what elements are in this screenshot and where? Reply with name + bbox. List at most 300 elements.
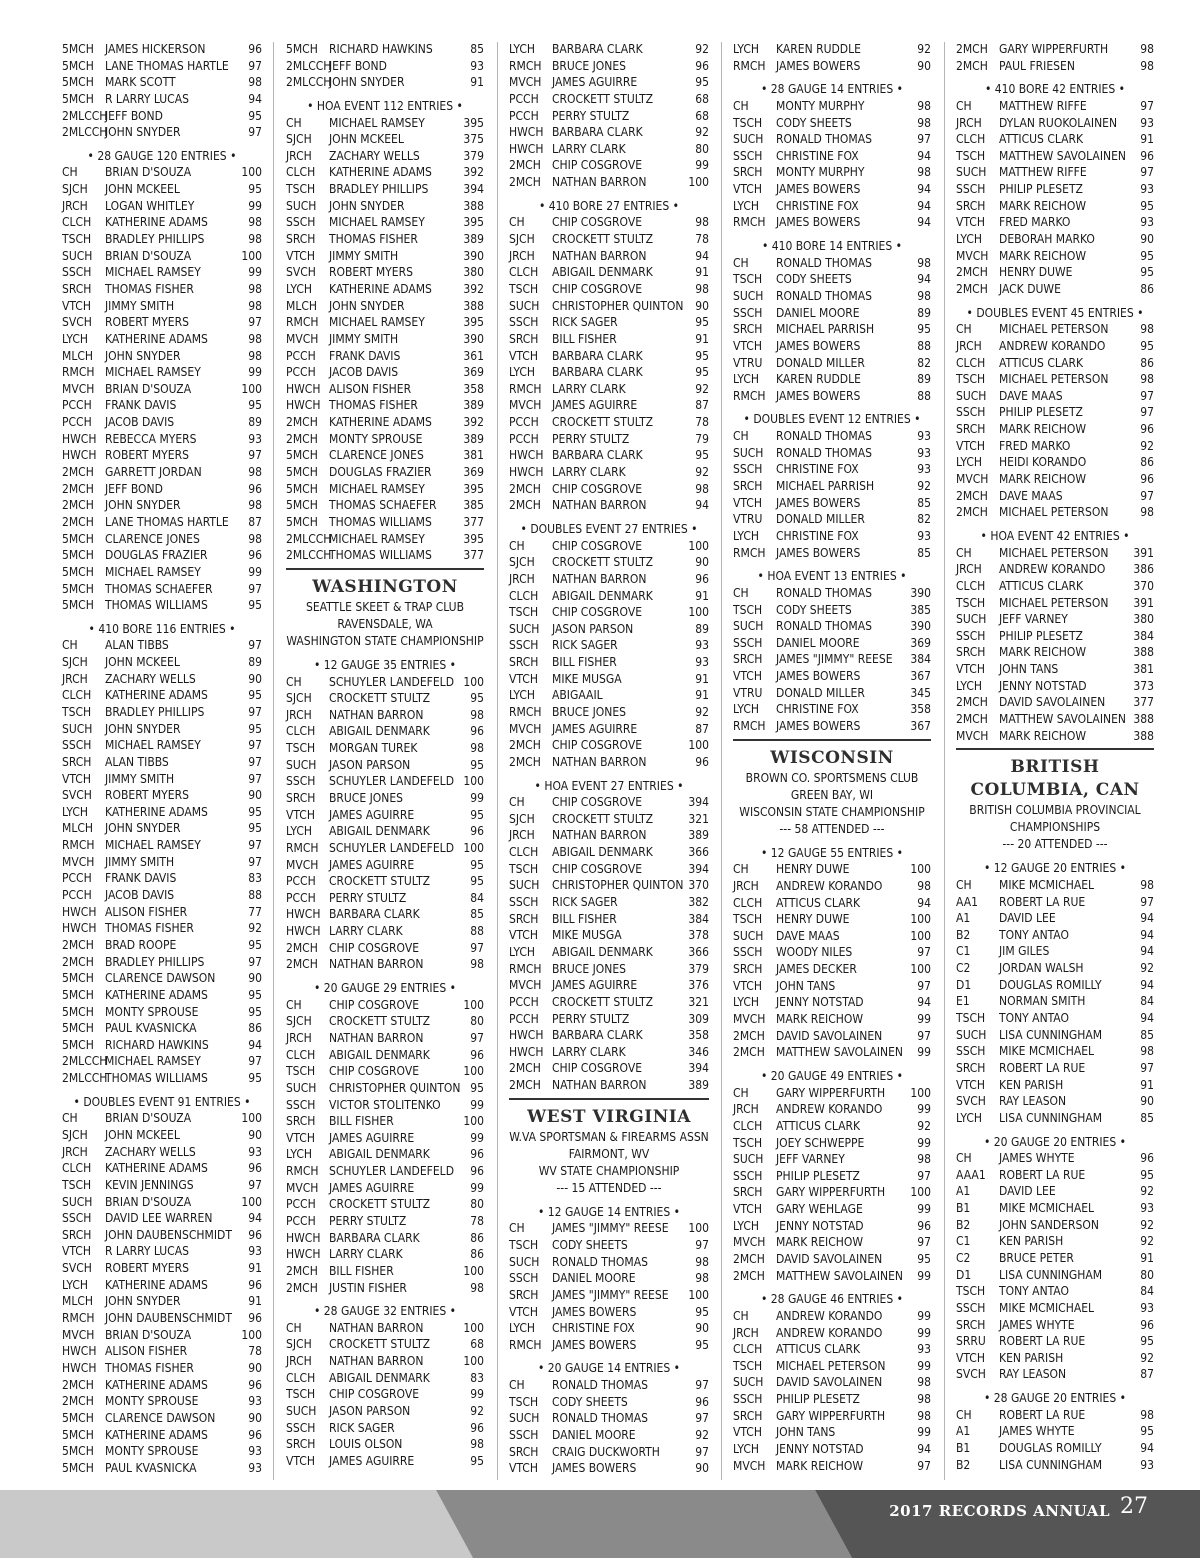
result-row (509, 604, 709, 621)
shooter-name: MICHAEL PETERSON (999, 505, 1109, 520)
shooter-name: BILL FISHER (329, 1114, 394, 1129)
result-row (286, 956, 484, 973)
score: 97 (248, 754, 262, 769)
class-code: 2MLCCH (62, 108, 108, 123)
result-row (956, 1350, 1154, 1367)
result-row (286, 740, 484, 757)
class-code: SJCH (62, 182, 88, 197)
shoot-info: CHAMPIONSHIPS (1009, 820, 1101, 835)
shooter-name: JAMES BOWERS (776, 338, 861, 353)
score: 388 (1133, 711, 1154, 726)
shooter-name: CHRISTOPHER QUINTON (552, 298, 684, 313)
result-row (509, 1304, 709, 1321)
shooter-name: MATTHEW SAVOLAINEN (999, 148, 1126, 163)
class-code: 2MCH (509, 481, 541, 496)
shooter-name: MATTHEW RIFFE (999, 98, 1087, 113)
score: 91 (695, 331, 709, 346)
shooter-name: BARBARA CLARK (329, 1230, 420, 1245)
shooter-name: DANIEL MOORE (552, 1428, 636, 1443)
shooter-name: CROCKETT STULTZ (552, 994, 654, 1009)
score: 87 (248, 514, 262, 529)
shooter-name: JAMES HICKERSON (105, 42, 206, 56)
score: 394 (688, 1061, 709, 1076)
score: 95 (695, 365, 709, 380)
shooter-name: BARBARA CLARK (552, 348, 643, 363)
result-row (733, 148, 931, 165)
class-code: PCCH (509, 994, 539, 1009)
shooter-name: RONALD THOMAS (776, 288, 872, 303)
shooter-name: DAVID SAVOLAINEN (999, 695, 1106, 710)
class-code: HWCH (62, 921, 97, 936)
shooter-name: JEFF VARNEY (776, 1152, 845, 1167)
shooter-name: RONALD THOMAS (552, 1411, 648, 1426)
shooter-name: JAMES BOWERS (776, 182, 861, 197)
shooter-name: ABIGAIL DENMARK (552, 265, 653, 280)
shooter-name: KATHERINE ADAMS (105, 215, 208, 230)
result-row (286, 148, 484, 165)
score: 97 (695, 1378, 709, 1393)
score: 395 (463, 531, 484, 546)
result-row (956, 355, 1154, 372)
result-row (509, 397, 709, 414)
shooter-name: KAREN RUDDLE (776, 42, 861, 56)
result-row (956, 1167, 1154, 1184)
result-row (286, 414, 484, 431)
score: 97 (248, 1177, 262, 1192)
score: 389 (463, 431, 484, 446)
shooter-name: KEVIN JENNINGS (105, 1177, 194, 1192)
score: 388 (1133, 645, 1154, 660)
result-row (956, 421, 1154, 438)
score: 91 (695, 265, 709, 280)
score: 96 (248, 1377, 262, 1392)
shooter-name: KATHERINE ADAMS (105, 1377, 208, 1392)
class-code: SUCH (62, 721, 93, 736)
shooter-name: SCHUYLER LANDEFELD (329, 1164, 455, 1179)
result-row (733, 58, 931, 75)
result-row (733, 528, 931, 545)
result-row (509, 1237, 709, 1254)
class-code: SJCH (286, 1337, 312, 1352)
score: 97 (917, 1235, 931, 1250)
class-code: CH (733, 585, 749, 600)
result-row (509, 1254, 709, 1271)
class-code: 2MCH (509, 1078, 541, 1093)
score: 98 (1140, 42, 1154, 56)
shooter-name: KAREN RUDDLE (776, 372, 861, 387)
shooter-name: JACK DUWE (999, 281, 1061, 296)
score: 88 (248, 888, 262, 903)
result-row (733, 1218, 931, 1235)
result-row (62, 331, 262, 348)
shooter-name: JOHN SNYDER (105, 348, 181, 363)
class-code: TSCH (956, 1011, 986, 1026)
result-row (286, 1047, 484, 1064)
class-code: 2MCH (509, 1061, 541, 1076)
result-row (509, 654, 709, 671)
result-row (62, 231, 262, 248)
result-row (62, 414, 262, 431)
shooter-name: KATHERINE ADAMS (329, 281, 432, 296)
shooter-name: KATHERINE ADAMS (105, 987, 208, 1002)
shooter-name: RONALD THOMAS (776, 429, 872, 444)
score: 92 (1140, 438, 1154, 453)
result-row (733, 1325, 931, 1342)
score: 94 (1140, 1011, 1154, 1026)
score: 95 (1140, 265, 1154, 280)
shooter-name: JOHN SNYDER (105, 721, 181, 736)
shooter-name: KATHERINE ADAMS (329, 415, 432, 430)
score: 96 (248, 1227, 262, 1242)
result-row (62, 1243, 262, 1260)
result-row (286, 823, 484, 840)
shooter-name: KATHERINE ADAMS (105, 1427, 208, 1442)
score: 98 (917, 98, 931, 113)
class-code: VTCH (286, 248, 315, 263)
shooter-name: PERRY STULTZ (329, 1214, 407, 1228)
shooter-name: JOHN DAUBENSCHMIDT (105, 1227, 232, 1242)
shooter-name: PHILIP PLESETZ (999, 405, 1083, 420)
result-row (62, 124, 262, 141)
class-code: SJCH (509, 232, 535, 247)
score: 95 (248, 987, 262, 1002)
result-row (956, 1300, 1154, 1317)
score: 93 (917, 528, 931, 543)
class-code: SUCH (733, 619, 764, 634)
result-row (509, 141, 709, 158)
shooter-name: JOHN MCKEEL (105, 655, 180, 670)
class-code: TSCH (286, 182, 316, 197)
class-code: VTCH (62, 1244, 91, 1259)
class-code: CLCH (733, 895, 763, 910)
shooter-name: NATHAN BARRON (552, 498, 647, 513)
result-row (509, 571, 709, 588)
result-row (509, 214, 709, 231)
shooter-name: THOMAS WILLIAMS (329, 514, 432, 529)
score: 100 (688, 538, 709, 553)
result-row (62, 581, 262, 598)
shooter-name: SCHUYLER LANDEFELD (329, 674, 455, 689)
result-row (62, 1037, 262, 1054)
score: 391 (1133, 545, 1154, 560)
class-code: CH (733, 255, 749, 270)
class-code: CH (956, 1151, 972, 1166)
score: 91 (1140, 132, 1154, 147)
class-code: LYCH (62, 331, 89, 346)
result-row (286, 231, 484, 248)
shooter-name: ABIGAIL DENMARK (329, 1147, 430, 1162)
result-row (62, 837, 262, 854)
score: 94 (1140, 911, 1154, 926)
class-code: SUCH (956, 388, 987, 403)
event-header: • DOUBLES EVENT 27 ENTRIES • (520, 521, 698, 536)
class-code: SJCH (62, 1128, 88, 1142)
score: 377 (463, 514, 484, 529)
result-row (62, 1310, 262, 1327)
class-code: 5MCH (286, 514, 318, 529)
shooter-name: PERRY STULTZ (552, 1011, 630, 1026)
result-row (509, 704, 709, 721)
class-code: VTCH (509, 1304, 538, 1319)
class-code: VTCH (62, 771, 91, 786)
class-code: LYCH (286, 824, 313, 839)
class-code: MLCH (286, 298, 317, 313)
shooter-name: DAVE MAAS (999, 388, 1063, 403)
score: 96 (1140, 148, 1154, 163)
class-code: CH (956, 98, 972, 113)
class-code: SRCH (286, 1114, 316, 1129)
shooter-name: NATHAN BARRON (552, 828, 647, 843)
result-row (733, 701, 931, 718)
result-row (733, 878, 931, 895)
event-header: • 410 BORE 14 ENTRIES • (761, 239, 903, 254)
score: 91 (695, 688, 709, 703)
score: 93 (1140, 115, 1154, 130)
shooter-name: DOUGLAS ROMILLY (999, 1441, 1102, 1456)
result-row (286, 198, 484, 215)
shooter-name: CLARENCE DAWSON (105, 971, 216, 986)
class-code: 2MLCCH (62, 1054, 108, 1069)
shooter-name: FRANK DAVIS (105, 398, 177, 413)
shooter-name: WOODY NILES (776, 945, 853, 960)
class-code: HWCH (509, 1044, 544, 1059)
result-row (956, 943, 1154, 960)
shooter-name: MICHAEL PARRISH (776, 322, 875, 337)
result-row (509, 927, 709, 944)
result-row (286, 364, 484, 381)
result-row (62, 314, 262, 331)
shooter-name: ROBERT MYERS (105, 788, 189, 803)
shooter-name: R LARRY LUCAS (105, 1244, 189, 1259)
shooter-name: BILL FISHER (552, 911, 617, 926)
score: 95 (470, 1080, 484, 1095)
class-code: SVCH (956, 1094, 986, 1109)
shooter-name: CHIP COSGROVE (552, 158, 643, 173)
score: 96 (917, 1218, 931, 1233)
shooter-name: RONALD THOMAS (552, 1254, 648, 1269)
shooter-name: JAMES AGUIRRE (552, 721, 638, 736)
score: 85 (917, 495, 931, 510)
event-header: • HOA EVENT 27 ENTRIES • (534, 778, 684, 793)
result-row (286, 1196, 484, 1213)
result-row (62, 787, 262, 804)
class-code: TSCH (733, 1135, 763, 1150)
score: 94 (248, 1037, 262, 1052)
shooter-name: BRIAN D'SOUZA (105, 1111, 192, 1126)
score: 92 (1140, 1184, 1154, 1199)
class-code: PCCH (509, 91, 539, 106)
shooter-name: DAVE MAAS (776, 928, 840, 943)
shooter-name: BRIAN D'SOUZA (105, 248, 192, 263)
score: 91 (248, 1294, 262, 1309)
result-row (509, 1394, 709, 1411)
shooter-name: ANDREW KORANDO (776, 1325, 883, 1340)
class-code: 5MCH (62, 1427, 94, 1442)
class-code: LYCH (509, 944, 536, 959)
class-code: SJCH (286, 691, 312, 706)
class-code: SRCH (956, 645, 986, 660)
score: 79 (695, 431, 709, 446)
shooter-name: LARRY CLARK (552, 465, 626, 480)
shooter-name: HEIDI KORANDO (999, 455, 1087, 470)
shooter-name: JACOB DAVIS (105, 888, 175, 903)
result-row (733, 1085, 931, 1102)
class-code: 2MCH (733, 1268, 765, 1283)
score: 95 (248, 721, 262, 736)
class-code: JRCH (956, 115, 982, 130)
result-row (956, 1183, 1154, 1200)
score: 83 (470, 1370, 484, 1385)
class-code: 2MCH (286, 1263, 318, 1278)
score: 394 (463, 182, 484, 197)
shooter-name: DANIEL MOORE (776, 635, 860, 650)
shooter-name: JOHN SANDERSON (999, 1217, 1099, 1232)
score: 388 (463, 198, 484, 213)
class-code: MVCH (509, 75, 542, 90)
class-code: LYCH (286, 281, 313, 296)
score: 97 (917, 1168, 931, 1183)
shooter-name: BRIAN D'SOUZA (105, 381, 192, 396)
result-row (286, 1180, 484, 1197)
score: 98 (1140, 372, 1154, 387)
result-row (956, 148, 1154, 165)
class-code: PCCH (509, 1011, 539, 1026)
result-row (62, 1020, 262, 1037)
result-row (956, 321, 1154, 338)
shooter-name: ANDREW KORANDO (999, 338, 1106, 353)
result-row (733, 1391, 931, 1408)
result-row (62, 397, 262, 414)
shooter-name: BARBARA CLARK (552, 125, 643, 140)
result-row (62, 920, 262, 937)
shooter-name: HENRY DUWE (776, 912, 850, 927)
result-row (286, 1230, 484, 1247)
result-row (62, 1277, 262, 1294)
score: 90 (695, 298, 709, 313)
class-code: SUCH (62, 248, 93, 263)
result-row (956, 1423, 1154, 1440)
result-row (509, 74, 709, 91)
result-row (62, 547, 262, 564)
class-code: 5MCH (62, 75, 94, 90)
result-row (509, 231, 709, 248)
score: 98 (1140, 322, 1154, 337)
result-row (733, 1251, 931, 1268)
result-row (62, 671, 262, 688)
score: 94 (1140, 977, 1154, 992)
class-code: TSCH (286, 1064, 316, 1079)
shooter-name: DONALD MILLER (776, 512, 865, 527)
shooter-name: ALISON FISHER (105, 1344, 188, 1359)
class-code: 2MCH (956, 488, 988, 503)
score: 68 (695, 108, 709, 123)
event-header: • 28 GAUGE 120 ENTRIES • (87, 148, 237, 163)
shooter-name: MICHAEL PETERSON (999, 595, 1109, 610)
score: 99 (917, 1135, 931, 1150)
result-row (733, 388, 931, 405)
shooter-name: JIMMY SMITH (329, 248, 399, 263)
score: 98 (917, 1152, 931, 1167)
class-code: AAA1 (956, 1167, 986, 1182)
result-row (286, 1453, 484, 1470)
class-code: SUCH (733, 445, 764, 460)
shooter-name: RICK SAGER (552, 895, 618, 910)
score: 382 (688, 895, 709, 910)
class-code: CH (509, 795, 525, 810)
result-row (62, 1460, 262, 1477)
result-row (509, 737, 709, 754)
shooter-name: JOEY SCHWEPPE (776, 1135, 865, 1150)
result-row (509, 248, 709, 265)
shooter-name: JAMES AGUIRRE (329, 1180, 415, 1195)
result-row (956, 678, 1154, 695)
result-row (733, 895, 931, 912)
score: 86 (470, 1247, 484, 1262)
class-code: HWCH (62, 904, 97, 919)
class-code: SVCH (286, 265, 316, 280)
result-row (286, 707, 484, 724)
event-header: • 12 GAUGE 14 ENTRIES • (537, 1204, 681, 1219)
event-header: • DOUBLES EVENT 12 ENTRIES • (743, 412, 921, 427)
shooter-name: BRUCE JONES (552, 58, 627, 73)
class-code: SJCH (286, 1014, 312, 1029)
class-code: VTRU (733, 355, 763, 370)
score: 84 (1140, 1284, 1154, 1299)
result-row (62, 1327, 262, 1344)
score: 96 (470, 1164, 484, 1179)
score: 100 (688, 1221, 709, 1236)
score: 97 (248, 125, 262, 140)
result-row (509, 431, 709, 448)
score: 97 (248, 738, 262, 753)
class-code: TSCH (733, 1358, 763, 1373)
shooter-name: JAMES WHYTE (999, 1151, 1075, 1166)
shooter-name: BRUCE PETER (999, 1251, 1074, 1265)
result-row (286, 723, 484, 740)
shooter-name: MIKE MUSGA (552, 928, 622, 943)
result-row (286, 1130, 484, 1147)
score: 99 (917, 1308, 931, 1323)
class-code: 2MCH (286, 940, 318, 955)
class-code: CLCH (956, 355, 986, 370)
result-row (286, 1420, 484, 1437)
score: 98 (1140, 877, 1154, 892)
score: 99 (917, 1358, 931, 1373)
shooter-name: JAMES AGUIRRE (329, 1453, 415, 1468)
shooter-name: LARRY CLARK (329, 924, 403, 939)
result-row (509, 108, 709, 125)
shooter-name: KEN PARISH (999, 1350, 1064, 1365)
result-row (733, 685, 931, 702)
score: 100 (463, 1263, 484, 1278)
result-row (956, 1366, 1154, 1383)
class-code: LYCH (733, 702, 760, 717)
score: 96 (470, 1047, 484, 1062)
result-row (956, 198, 1154, 215)
class-code: SRCH (286, 790, 316, 805)
shooter-name: THOMAS SCHAEFER (105, 581, 213, 596)
class-code: CH (956, 877, 972, 892)
shooter-name: JOHN DAUBENSCHMIDT (105, 1311, 232, 1326)
result-row (62, 564, 262, 581)
shooter-name: LANE THOMAS HARTLE (105, 514, 229, 529)
class-code: 2MCH (956, 265, 988, 280)
score: 97 (470, 1030, 484, 1045)
class-code: SSCH (733, 945, 763, 960)
shooter-name: JIMMY SMITH (105, 298, 175, 313)
class-code: JRCH (509, 828, 535, 843)
class-code: CH (286, 997, 302, 1012)
